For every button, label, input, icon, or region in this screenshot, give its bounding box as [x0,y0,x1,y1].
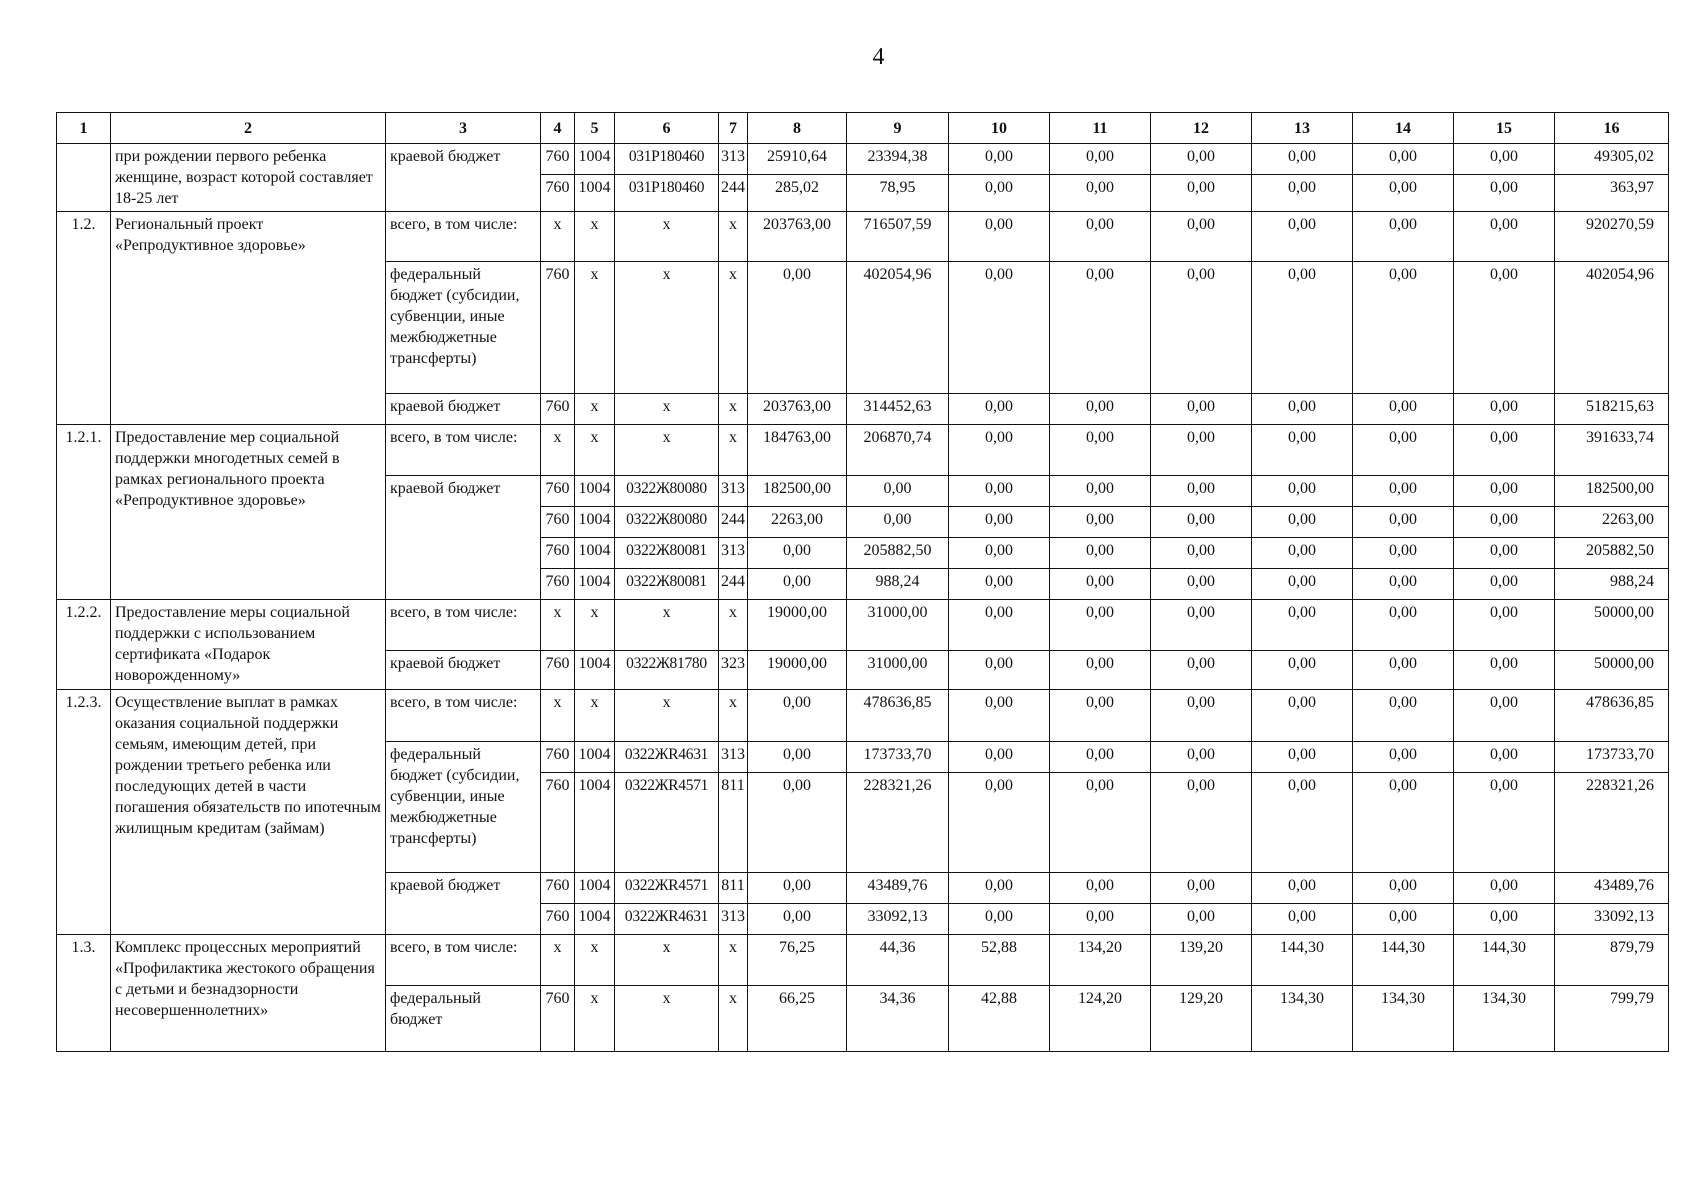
value-col-10: 0,00 [949,476,1050,507]
section-code: 1004 [575,773,615,873]
value-col-8: 0,00 [748,904,847,935]
funding-source: краевой бюджет [386,144,541,212]
value-col-11: 0,00 [1050,651,1151,690]
table-row [57,935,1669,986]
value-col-12: 0,00 [1151,538,1252,569]
value-col-15: 0,00 [1454,904,1555,935]
section-code: х [575,394,615,425]
value-col-12: 0,00 [1151,262,1252,394]
value-col-13: 0,00 [1252,476,1353,507]
value-col-8: 184763,00 [748,425,847,476]
ministry-code: 760 [541,262,575,394]
value-col-9: 78,95 [847,175,949,212]
value-col-9: 402054,96 [847,262,949,394]
value-col-10: 0,00 [949,742,1050,773]
value-col-10: 0,00 [949,873,1050,904]
value-col-9: 0,00 [847,507,949,538]
total-value: 2263,00 [1555,507,1669,538]
target-article-code: х [615,425,719,476]
header-cell-13: 13 [1252,113,1353,144]
value-col-8: 0,00 [748,742,847,773]
value-col-14: 0,00 [1353,873,1454,904]
header-cell-1: 1 [57,113,111,144]
value-col-11: 0,00 [1050,476,1151,507]
value-col-10: 0,00 [949,144,1050,175]
value-col-9: 44,36 [847,935,949,986]
row-index: 1.3. [57,935,111,1052]
value-col-11: 0,00 [1050,507,1151,538]
expense-type-code: 323 [719,651,748,690]
value-col-13: 144,30 [1252,935,1353,986]
value-col-14: 0,00 [1353,651,1454,690]
target-article-code: х [615,212,719,262]
ministry-code: 760 [541,773,575,873]
funding-source: федеральный бюджет (субсидии, субвенции, иные межбюджетные трансферты) [386,262,541,394]
value-col-13: 0,00 [1252,690,1353,742]
value-col-11: 0,00 [1050,742,1151,773]
header-cell-5: 5 [575,113,615,144]
value-col-10: 0,00 [949,212,1050,262]
value-col-14: 134,30 [1353,986,1454,1052]
ministry-code: 760 [541,904,575,935]
expense-type-code: х [719,262,748,394]
expense-type-code: 811 [719,873,748,904]
value-col-8: 0,00 [748,773,847,873]
header-cell-16: 16 [1555,113,1669,144]
target-article-code: 0322ЖR4631 [615,742,719,773]
ministry-code: х [541,600,575,651]
ministry-code: 760 [541,742,575,773]
target-article-code: 0322Ж80080 [615,476,719,507]
value-col-9: 205882,50 [847,538,949,569]
value-col-15: 0,00 [1454,773,1555,873]
expense-type-code: 811 [719,773,748,873]
value-col-13: 0,00 [1252,175,1353,212]
value-col-15: 144,30 [1454,935,1555,986]
value-col-11: 0,00 [1050,904,1151,935]
value-col-9: 0,00 [847,476,949,507]
value-col-9: 34,36 [847,986,949,1052]
target-article-code: 0322ЖR4571 [615,873,719,904]
value-col-13: 0,00 [1252,742,1353,773]
value-col-12: 0,00 [1151,773,1252,873]
expense-type-code: 313 [719,904,748,935]
target-article-code: 031P180460 [615,175,719,212]
value-col-14: 0,00 [1353,690,1454,742]
target-article-code: 0322ЖR4571 [615,773,719,873]
value-col-8: 0,00 [748,873,847,904]
value-col-12: 0,00 [1151,175,1252,212]
section-code: 1004 [575,569,615,600]
value-col-12: 139,20 [1151,935,1252,986]
value-col-12: 0,00 [1151,425,1252,476]
total-value: 182500,00 [1555,476,1669,507]
section-code: х [575,212,615,262]
total-value: 363,97 [1555,175,1669,212]
funding-source: краевой бюджет [386,651,541,690]
target-article-code: х [615,986,719,1052]
value-col-11: 134,20 [1050,935,1151,986]
value-col-10: 0,00 [949,904,1050,935]
value-col-10: 0,00 [949,690,1050,742]
value-col-15: 0,00 [1454,507,1555,538]
value-col-13: 0,00 [1252,262,1353,394]
target-article-code: х [615,600,719,651]
value-col-14: 0,00 [1353,538,1454,569]
measure-name: при рождении первого ребенка женщине, возраст которой составляет 18-25 лет [111,144,386,212]
ministry-code: 760 [541,538,575,569]
value-col-13: 0,00 [1252,904,1353,935]
value-col-15: 0,00 [1454,262,1555,394]
expense-type-code: 244 [719,507,748,538]
value-col-14: 0,00 [1353,425,1454,476]
value-col-14: 0,00 [1353,144,1454,175]
value-col-9: 228321,26 [847,773,949,873]
target-article-code: 0322Ж80081 [615,569,719,600]
section-code: 1004 [575,175,615,212]
value-col-10: 0,00 [949,507,1050,538]
total-value: 879,79 [1555,935,1669,986]
value-col-12: 0,00 [1151,690,1252,742]
value-col-10: 0,00 [949,262,1050,394]
value-col-11: 0,00 [1050,262,1151,394]
value-col-8: 0,00 [748,690,847,742]
total-value: 50000,00 [1555,600,1669,651]
value-col-10: 42,88 [949,986,1050,1052]
value-col-8: 2263,00 [748,507,847,538]
target-article-code: х [615,690,719,742]
ministry-code: х [541,690,575,742]
ministry-code: х [541,425,575,476]
value-col-9: 31000,00 [847,600,949,651]
value-col-10: 0,00 [949,569,1050,600]
header-cell-14: 14 [1353,113,1454,144]
value-col-15: 134,30 [1454,986,1555,1052]
value-col-14: 144,30 [1353,935,1454,986]
expense-type-code: х [719,425,748,476]
funding-source: краевой бюджет [386,873,541,935]
target-article-code: 0322Ж81780 [615,651,719,690]
value-col-14: 0,00 [1353,904,1454,935]
section-code: 1004 [575,144,615,175]
value-col-12: 0,00 [1151,651,1252,690]
measure-name: Региональный проект «Репродуктивное здоровье» [111,212,386,425]
value-col-12: 0,00 [1151,742,1252,773]
funding-source: краевой бюджет [386,476,541,600]
section-code: х [575,600,615,651]
value-col-12: 0,00 [1151,507,1252,538]
value-col-11: 0,00 [1050,212,1151,262]
total-value: 988,24 [1555,569,1669,600]
value-col-12: 0,00 [1151,904,1252,935]
value-col-8: 76,25 [748,935,847,986]
value-col-9: 43489,76 [847,873,949,904]
value-col-11: 0,00 [1050,773,1151,873]
value-col-9: 314452,63 [847,394,949,425]
table-row [57,425,1669,476]
value-col-8: 19000,00 [748,651,847,690]
value-col-13: 0,00 [1252,394,1353,425]
value-col-11: 0,00 [1050,690,1151,742]
value-col-11: 0,00 [1050,175,1151,212]
value-col-15: 0,00 [1454,394,1555,425]
value-col-14: 0,00 [1353,569,1454,600]
value-col-9: 173733,70 [847,742,949,773]
header-row [57,113,1669,144]
value-col-11: 0,00 [1050,394,1151,425]
expense-type-code: х [719,935,748,986]
value-col-12: 0,00 [1151,873,1252,904]
total-value: 228321,26 [1555,773,1669,873]
header-cell-7: 7 [719,113,748,144]
value-col-13: 0,00 [1252,425,1353,476]
ministry-code: 760 [541,651,575,690]
expense-type-code: х [719,600,748,651]
ministry-code: 760 [541,507,575,538]
section-code: х [575,262,615,394]
target-article-code: 0322Ж80080 [615,507,719,538]
value-col-11: 124,20 [1050,986,1151,1052]
section-code: х [575,690,615,742]
value-col-15: 0,00 [1454,742,1555,773]
funding-source: всего, в том числе: [386,425,541,476]
value-col-10: 0,00 [949,425,1050,476]
total-value: 799,79 [1555,986,1669,1052]
ministry-code: 760 [541,394,575,425]
section-code: х [575,986,615,1052]
value-col-10: 0,00 [949,394,1050,425]
value-col-12: 0,00 [1151,476,1252,507]
section-code: х [575,935,615,986]
value-col-15: 0,00 [1454,425,1555,476]
target-article-code: х [615,935,719,986]
value-col-15: 0,00 [1454,212,1555,262]
funding-source: всего, в том числе: [386,935,541,986]
ministry-code: 760 [541,569,575,600]
measure-name: Предоставление мер социальной поддержки многодетных семей в рамках регионального проекта «Репродуктивное здоровье» [111,425,386,600]
ministry-code: х [541,212,575,262]
value-col-8: 66,25 [748,986,847,1052]
header-cell-2: 2 [111,113,386,144]
value-col-8: 0,00 [748,262,847,394]
ministry-code: 760 [541,175,575,212]
measure-name: Комплекс процессных мероприятий «Профилактика жестокого обращения с детьми и безнадзорности несовершеннолетних» [111,935,386,1052]
value-col-10: 0,00 [949,538,1050,569]
ministry-code: 760 [541,144,575,175]
value-col-12: 0,00 [1151,394,1252,425]
expense-type-code: 313 [719,538,748,569]
row-index: 1.2. [57,212,111,425]
value-col-11: 0,00 [1050,873,1151,904]
funding-source: федеральный бюджет (субсидии, субвенции, иные межбюджетные трансферты) [386,742,541,873]
expense-type-code: 313 [719,476,748,507]
ministry-code: 760 [541,873,575,904]
section-code: 1004 [575,538,615,569]
table-row [57,144,1669,175]
value-col-8: 203763,00 [748,394,847,425]
ministry-code: х [541,935,575,986]
value-col-12: 0,00 [1151,600,1252,651]
total-value: 33092,13 [1555,904,1669,935]
header-cell-12: 12 [1151,113,1252,144]
value-col-13: 0,00 [1252,212,1353,262]
table-row [57,600,1669,651]
value-col-10: 0,00 [949,773,1050,873]
section-code: х [575,425,615,476]
header-cell-3: 3 [386,113,541,144]
section-code: 1004 [575,904,615,935]
value-col-12: 129,20 [1151,986,1252,1052]
value-col-9: 206870,74 [847,425,949,476]
value-col-11: 0,00 [1050,538,1151,569]
funding-source: федеральный бюджет [386,986,541,1052]
value-col-9: 31000,00 [847,651,949,690]
ministry-code: 760 [541,986,575,1052]
value-col-11: 0,00 [1050,144,1151,175]
value-col-14: 0,00 [1353,394,1454,425]
value-col-10: 52,88 [949,935,1050,986]
value-col-13: 0,00 [1252,569,1353,600]
expense-type-code: 313 [719,144,748,175]
value-col-14: 0,00 [1353,773,1454,873]
value-col-15: 0,00 [1454,538,1555,569]
value-col-13: 0,00 [1252,144,1353,175]
value-col-8: 0,00 [748,538,847,569]
value-col-8: 19000,00 [748,600,847,651]
value-col-8: 203763,00 [748,212,847,262]
header-cell-15: 15 [1454,113,1555,144]
table-row [57,212,1669,262]
row-index: 1.2.2. [57,600,111,690]
value-col-15: 0,00 [1454,651,1555,690]
value-col-12: 0,00 [1151,144,1252,175]
value-col-8: 285,02 [748,175,847,212]
value-col-12: 0,00 [1151,569,1252,600]
expense-type-code: 244 [719,569,748,600]
expense-type-code: 244 [719,175,748,212]
value-col-15: 0,00 [1454,873,1555,904]
target-article-code: 031P180460 [615,144,719,175]
target-article-code: х [615,262,719,394]
section-code: 1004 [575,873,615,904]
total-value: 920270,59 [1555,212,1669,262]
value-col-13: 0,00 [1252,538,1353,569]
value-col-9: 988,24 [847,569,949,600]
value-col-14: 0,00 [1353,600,1454,651]
header-cell-10: 10 [949,113,1050,144]
value-col-14: 0,00 [1353,742,1454,773]
ministry-code: 760 [541,476,575,507]
row-index: 1.2.3. [57,690,111,935]
section-code: 1004 [575,476,615,507]
total-value: 391633,74 [1555,425,1669,476]
expense-type-code: 313 [719,742,748,773]
value-col-15: 0,00 [1454,569,1555,600]
total-value: 478636,85 [1555,690,1669,742]
target-article-code: 0322ЖR4631 [615,904,719,935]
value-col-13: 0,00 [1252,507,1353,538]
section-code: 1004 [575,651,615,690]
table-row [57,690,1669,742]
target-article-code: х [615,394,719,425]
value-col-13: 0,00 [1252,651,1353,690]
total-value: 205882,50 [1555,538,1669,569]
measure-name: Осуществление выплат в рамках оказания социальной поддержки семьям, имеющим детей, при рождении третьего ребенка или последующих детей в части погашения обязательств по ипотечным жилищным кредитам (займам) [111,690,386,935]
value-col-13: 0,00 [1252,773,1353,873]
budget-table [56,112,1669,1052]
header-cell-4: 4 [541,113,575,144]
value-col-12: 0,00 [1151,212,1252,262]
funding-source: краевой бюджет [386,394,541,425]
value-col-13: 0,00 [1252,600,1353,651]
total-value: 173733,70 [1555,742,1669,773]
header-cell-9: 9 [847,113,949,144]
value-col-15: 0,00 [1454,175,1555,212]
value-col-15: 0,00 [1454,690,1555,742]
value-col-11: 0,00 [1050,425,1151,476]
value-col-9: 478636,85 [847,690,949,742]
value-col-14: 0,00 [1353,507,1454,538]
table-body [57,113,1669,1052]
value-col-14: 0,00 [1353,175,1454,212]
funding-source: всего, в том числе: [386,600,541,651]
header-cell-11: 11 [1050,113,1151,144]
value-col-9: 716507,59 [847,212,949,262]
value-col-11: 0,00 [1050,600,1151,651]
funding-source: всего, в том числе: [386,212,541,262]
section-code: 1004 [575,742,615,773]
value-col-9: 23394,38 [847,144,949,175]
expense-type-code: х [719,394,748,425]
value-col-15: 0,00 [1454,144,1555,175]
value-col-10: 0,00 [949,651,1050,690]
expense-type-code: х [719,986,748,1052]
value-col-14: 0,00 [1353,476,1454,507]
total-value: 49305,02 [1555,144,1669,175]
row-index: 1.2.1. [57,425,111,600]
value-col-15: 0,00 [1454,476,1555,507]
section-code: 1004 [575,507,615,538]
target-article-code: 0322Ж80081 [615,538,719,569]
value-col-13: 0,00 [1252,873,1353,904]
expense-type-code: х [719,212,748,262]
value-col-14: 0,00 [1353,262,1454,394]
row-index [57,144,111,212]
value-col-8: 25910,64 [748,144,847,175]
total-value: 50000,00 [1555,651,1669,690]
value-col-10: 0,00 [949,175,1050,212]
total-value: 402054,96 [1555,262,1669,394]
total-value: 43489,76 [1555,873,1669,904]
value-col-14: 0,00 [1353,212,1454,262]
value-col-11: 0,00 [1050,569,1151,600]
header-cell-6: 6 [615,113,719,144]
value-col-13: 134,30 [1252,986,1353,1052]
measure-name: Предоставление меры социальной поддержки с использованием сертификата «Подарок новорожденному» [111,600,386,690]
value-col-10: 0,00 [949,600,1050,651]
header-cell-8: 8 [748,113,847,144]
value-col-8: 182500,00 [748,476,847,507]
funding-source: всего, в том числе: [386,690,541,742]
value-col-9: 33092,13 [847,904,949,935]
value-col-8: 0,00 [748,569,847,600]
page-number: 4 [872,44,885,70]
total-value: 518215,63 [1555,394,1669,425]
value-col-15: 0,00 [1454,600,1555,651]
expense-type-code: х [719,690,748,742]
